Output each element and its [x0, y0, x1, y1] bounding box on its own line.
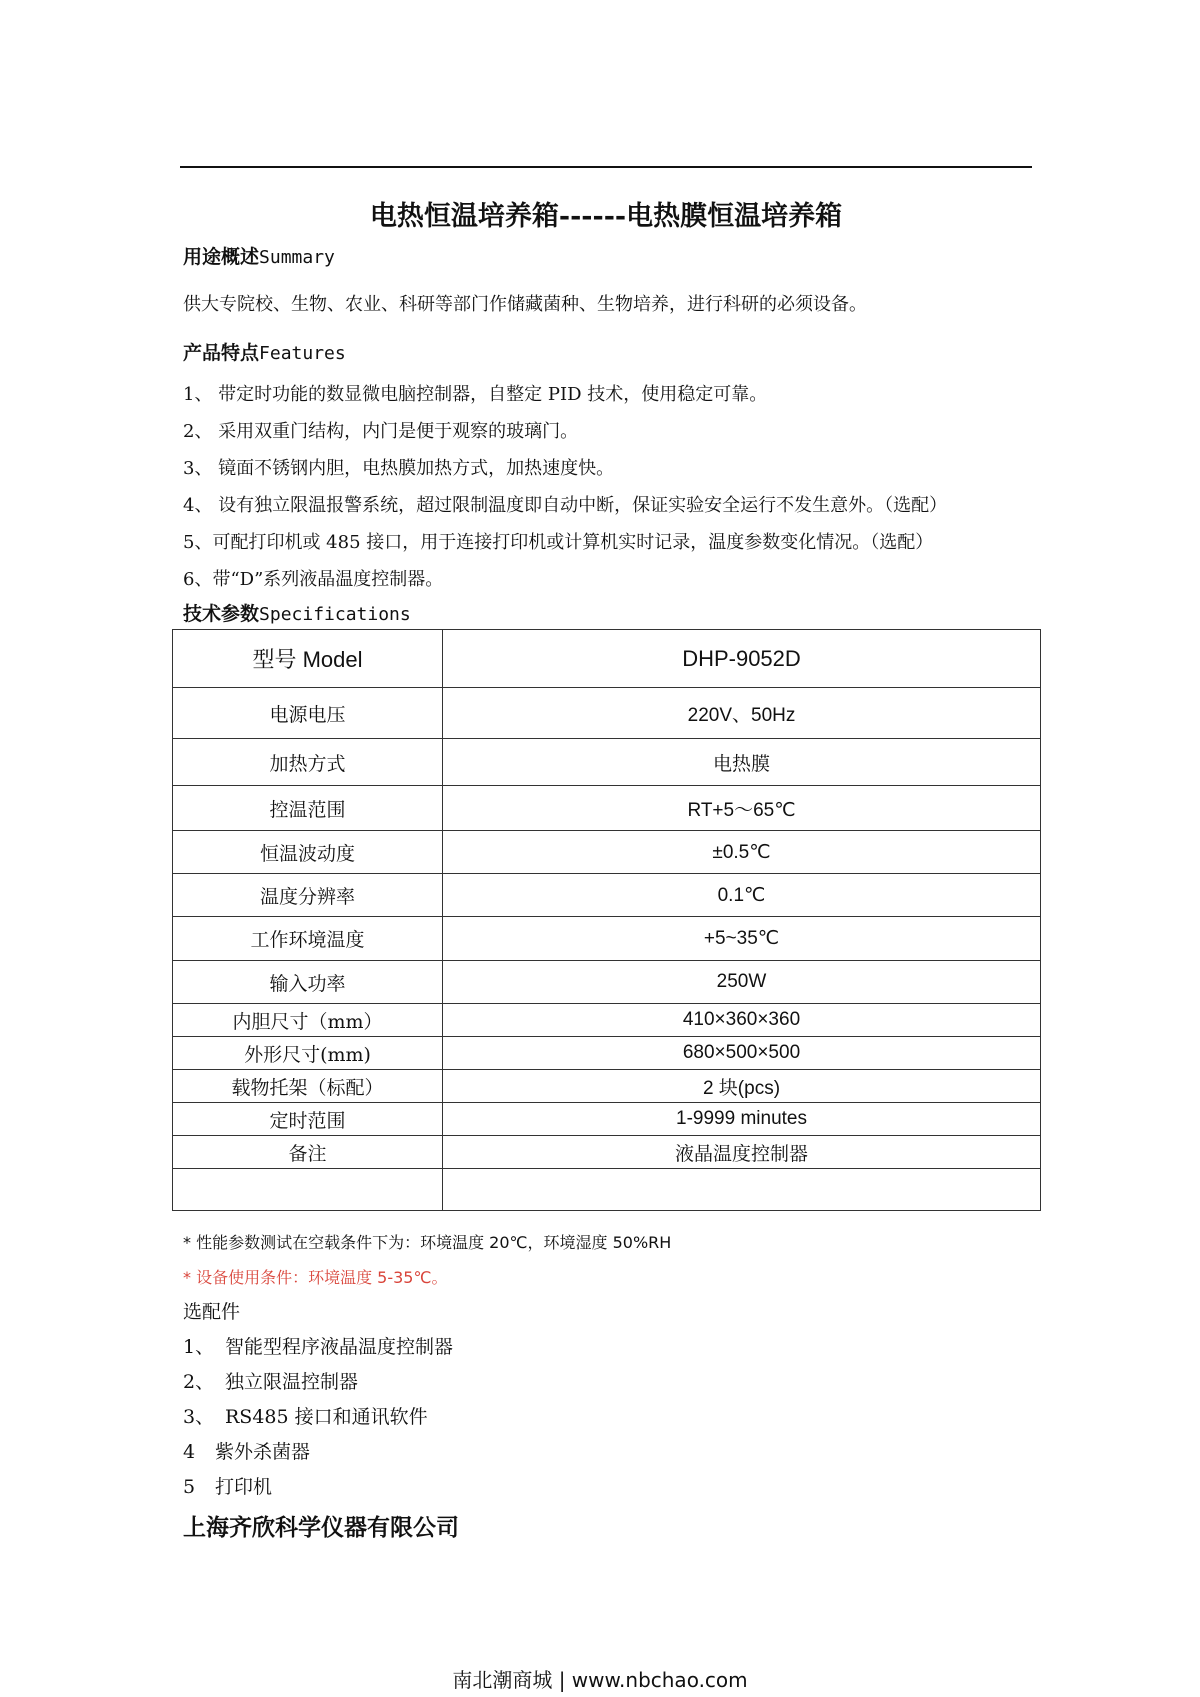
- spec-row: [173, 1103, 1041, 1136]
- option-number: 2、: [183, 1371, 215, 1393]
- feature-item-6: 6、带“D”系列液晶温度控制器。: [183, 569, 444, 590]
- spec-value: 410×360×360: [443, 1004, 1041, 1037]
- spec-row: [173, 1136, 1041, 1169]
- spec-value: 220V、50Hz: [443, 688, 1041, 739]
- footer-site-link[interactable]: 南北潮商城 | www.nbchao.com: [452, 1668, 748, 1692]
- spec-label: 温度分辨率: [173, 874, 443, 917]
- spec-row: [173, 739, 1041, 786]
- spec-row-empty: [173, 1169, 1041, 1211]
- spec-label: 控温范围: [173, 786, 443, 831]
- spec-header-label: 型号 Model: [173, 630, 443, 688]
- spec-value: 电热膜: [443, 739, 1041, 786]
- spec-label: 定时范围: [173, 1103, 443, 1136]
- spec-value: RT+5～65℃: [443, 786, 1041, 831]
- spec-row: [173, 688, 1041, 739]
- spec-row: [173, 961, 1041, 1004]
- document-title: 电热恒温培养箱------电热膜恒温培养箱: [369, 201, 843, 232]
- spec-label: 加热方式: [173, 739, 443, 786]
- spec-header-value: DHP-9052D: [443, 630, 1041, 688]
- options-heading: 选配件: [183, 1301, 241, 1323]
- summary-heading-en: Summary: [259, 247, 335, 268]
- summary-text: 供大专院校、生物、农业、科研等部门作储藏菌种、生物培养，进行科研的必须设备。: [183, 294, 867, 315]
- spec-row: [173, 786, 1041, 831]
- option-number: 1、: [183, 1336, 215, 1358]
- spec-value: 0.1℃: [443, 874, 1041, 917]
- spec-label: 工作环境温度: [173, 917, 443, 961]
- spec-value: ±0.5℃: [443, 831, 1041, 874]
- feature-item-3: 3、 镜面不锈钢内胆，电热膜加热方式，加热速度快。: [183, 458, 615, 479]
- feature-item-1: 1、 带定时功能的数显微电脑控制器，自整定 PID 技术，使用稳定可靠。: [183, 384, 768, 405]
- option-item-3: [183, 1402, 428, 1429]
- spec-value: 液晶温度控制器: [443, 1136, 1041, 1169]
- feature-item-5: 5、可配打印机或 485 接口，用于连接打印机或计算机实时记录，温度参数变化情况。（选配）: [183, 532, 934, 553]
- option-item-5: [183, 1472, 272, 1499]
- features-heading-en: Features: [259, 343, 346, 364]
- spec-value: +5~35℃: [443, 917, 1041, 961]
- spec-label: [173, 1169, 443, 1211]
- option-item-1: [183, 1332, 453, 1359]
- option-number: 4: [183, 1441, 196, 1463]
- specs-heading-en: Specifications: [259, 604, 411, 625]
- feature-item-4: 4、 设有独立限温报警系统，超过限制温度即自动中断，保证实验安全运行不发生意外。（选配）: [183, 495, 948, 516]
- summary-heading-cn: 用途概述: [183, 246, 260, 268]
- option-text: RS485 接口和通讯软件: [225, 1406, 428, 1428]
- features-heading-cn: 产品特点: [183, 342, 260, 364]
- specs-heading-cn: 技术参数: [183, 603, 260, 625]
- option-text: 智能型程序液晶温度控制器: [225, 1336, 454, 1358]
- spec-label: 外形尺寸(mm): [173, 1037, 443, 1070]
- usage-condition-note: * 设备使用条件：环境温度 5-35℃。: [183, 1268, 448, 1287]
- spec-label: 备注: [173, 1136, 443, 1169]
- spec-row: [173, 874, 1041, 917]
- spec-label: 内胆尺寸（mm）: [173, 1004, 443, 1037]
- spec-row: [173, 1004, 1041, 1037]
- features-heading: [183, 338, 346, 365]
- spec-row: [173, 1070, 1041, 1103]
- option-text: 独立限温控制器: [225, 1371, 359, 1393]
- summary-heading: [183, 242, 335, 269]
- spec-value: 680×500×500: [443, 1037, 1041, 1070]
- feature-item-2: 2、 采用双重门结构，内门是便于观察的玻璃门。: [183, 421, 579, 442]
- option-text: 打印机: [215, 1476, 273, 1498]
- option-number: 3、: [183, 1406, 215, 1428]
- spec-label: 电源电压: [173, 688, 443, 739]
- spec-table: [172, 629, 1041, 1211]
- spec-label: 恒温波动度: [173, 831, 443, 874]
- spec-value: 1-9999 minutes: [443, 1103, 1041, 1136]
- top-rule: [180, 166, 1032, 168]
- spec-header-row: [173, 630, 1041, 688]
- spec-value: [443, 1169, 1041, 1211]
- spec-label: 输入功率: [173, 961, 443, 1004]
- test-condition-note: * 性能参数测试在空载条件下为：环境温度 20℃，环境湿度 50%RH: [183, 1233, 672, 1252]
- spec-value: 2 块(pcs): [443, 1070, 1041, 1103]
- company-name: 上海齐欣科学仪器有限公司: [183, 1515, 459, 1541]
- option-item-4: [183, 1437, 310, 1464]
- spec-row: [173, 831, 1041, 874]
- spec-label: 载物托架（标配）: [173, 1070, 443, 1103]
- specs-heading: [183, 599, 411, 626]
- option-number: 5: [183, 1476, 196, 1498]
- option-text: 紫外杀菌器: [215, 1441, 311, 1463]
- option-item-2: [183, 1367, 358, 1394]
- spec-row: [173, 917, 1041, 961]
- spec-value: 250W: [443, 961, 1041, 1004]
- spec-row: [173, 1037, 1041, 1070]
